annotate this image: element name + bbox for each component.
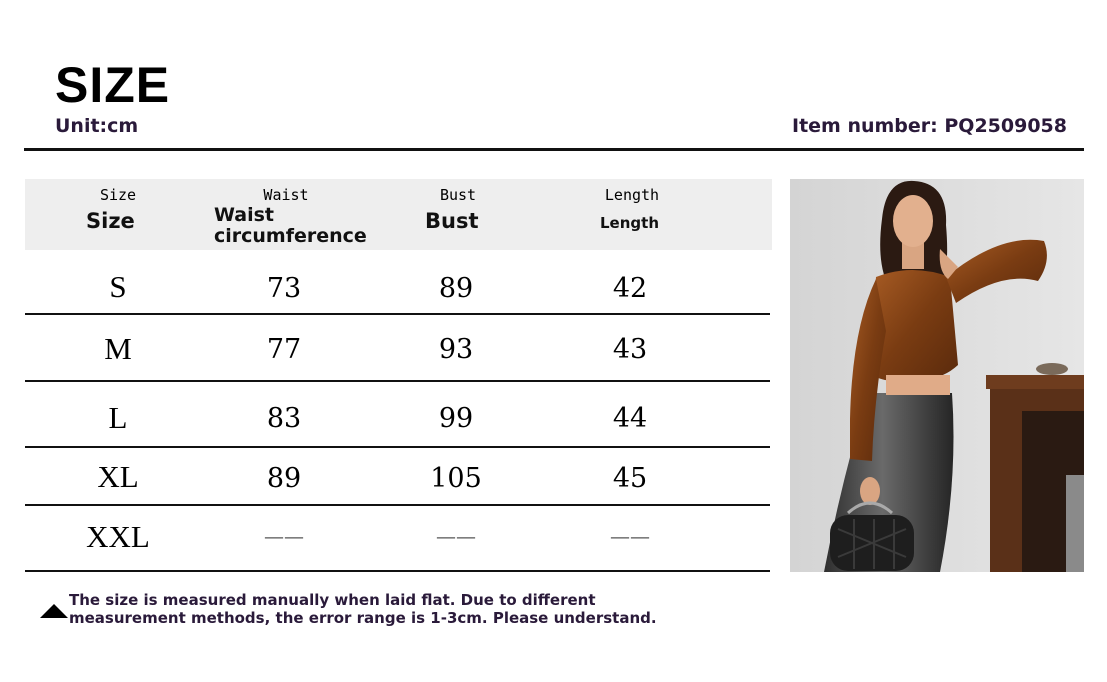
note-line-2: measurement methods, the error range is 1-3cm. Please understand. [69, 609, 657, 627]
row-length: 45 [612, 463, 648, 494]
unit-label: Unit:cm [55, 115, 139, 137]
row-size: XL [97, 459, 139, 494]
header-waist-small: Waist [263, 186, 309, 204]
row-size: XXL [86, 519, 150, 554]
row-length: —— [610, 524, 650, 548]
item-number: Item number: PQ2509058 [792, 115, 1067, 137]
size-title: SIZE [55, 57, 171, 113]
row-divider [25, 313, 770, 315]
model-illustration [790, 179, 1084, 572]
row-bust: 93 [438, 334, 474, 365]
header-bust-small: Bust [439, 186, 477, 204]
note-line-1: The size is measured manually when laid flat. Due to different [69, 591, 596, 609]
row-waist: 73 [266, 273, 302, 304]
row-bust: —— [436, 524, 476, 548]
row-waist: 83 [266, 403, 302, 434]
row-size: S [109, 269, 127, 304]
warning-triangle-icon [40, 604, 68, 618]
header-size-big: Size [86, 209, 135, 233]
row-size: M [104, 331, 132, 366]
measurement-note [69, 591, 657, 627]
row-waist: —— [264, 524, 304, 548]
row-waist: 89 [266, 463, 302, 494]
row-divider [25, 446, 770, 448]
row-size: L [108, 400, 128, 435]
header-size-small: Size [99, 186, 137, 204]
header-bust-big: Bust [425, 209, 479, 233]
top-divider [24, 148, 1084, 151]
row-bust: 99 [438, 403, 474, 434]
row-waist: 77 [266, 334, 302, 365]
row-length: 43 [612, 334, 648, 365]
row-length: 44 [612, 403, 648, 434]
row-divider [25, 570, 770, 572]
row-bust: 105 [430, 463, 482, 494]
row-bust: 89 [438, 273, 474, 304]
row-divider [25, 504, 770, 506]
header-waist-big: Waist circumference [214, 204, 367, 247]
header-length-small: Length [604, 186, 660, 204]
row-length: 42 [612, 273, 648, 304]
product-photo [790, 179, 1084, 572]
header-length-big: Length [600, 214, 659, 232]
row-divider [25, 380, 770, 382]
